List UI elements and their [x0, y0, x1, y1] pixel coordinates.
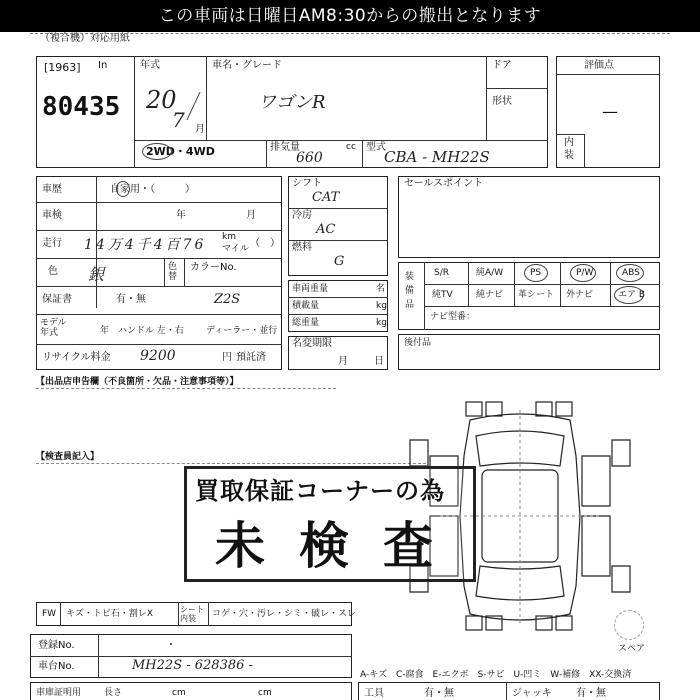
equip-ps-circle	[524, 264, 548, 282]
vehicle-weight-label: 車両重量	[292, 284, 329, 294]
seat-items: コゲ・穴・汚レ・シミ・破レ・スレ	[212, 609, 357, 619]
score-value: —	[602, 102, 618, 121]
color-value: 銀	[88, 265, 105, 284]
equip-pw-circle	[570, 264, 596, 282]
warranty-label: 保証書	[42, 294, 72, 305]
seller-notes-label: 【出品店申告欄（不良箇所・欠品・注意事項等）】	[36, 377, 239, 387]
load-unit: kg	[376, 301, 387, 311]
gross-label: 総重量	[292, 318, 320, 328]
dealer-options: ディーラー・並行	[206, 326, 278, 336]
cut-line	[30, 33, 670, 34]
color-swap-label: 色替	[168, 262, 178, 282]
car-name-label: 車名・グレード	[212, 60, 282, 71]
equip-navi: 純ナビ	[476, 290, 504, 300]
month-unit: 月	[195, 124, 205, 135]
displacement-unit: cc	[346, 142, 356, 152]
equip-abs-circle	[616, 264, 644, 282]
mileage-value: 14万4千4百76	[84, 237, 207, 253]
drive-circle	[142, 143, 172, 160]
equip-airbag: エア B	[618, 290, 646, 300]
chassis-label: 車台No.	[38, 661, 75, 672]
tools-options: 有・無	[424, 688, 454, 699]
model-year-unit: 年	[100, 326, 110, 336]
interior-label: 内装	[564, 137, 574, 161]
spare-label: スペア	[618, 644, 646, 654]
equip-tv: 純TV	[432, 290, 453, 300]
garage-cert-cm1: cm	[172, 688, 186, 698]
navi-model-label: ナビ型番：	[430, 312, 476, 322]
door-label: ドア	[492, 60, 512, 71]
equip-airbag-circle	[614, 286, 644, 304]
equip-aw: 純A/W	[476, 268, 504, 278]
ac-label: 冷房	[292, 210, 312, 221]
handle-options: ハンドル 左・右	[118, 326, 184, 336]
lot-number: 80435	[42, 92, 121, 122]
equip-abs: ABS	[622, 268, 640, 278]
year-value: 20	[146, 86, 177, 114]
warranty-options: 有・無	[116, 294, 146, 305]
tools-row	[358, 682, 660, 700]
car-name-value: ワゴンR	[258, 92, 326, 113]
displacement-label: 排気量	[270, 142, 300, 153]
recycle-value: 9200	[140, 348, 176, 364]
registration-label: 登録No.	[38, 640, 75, 651]
shift-value: CAT	[312, 190, 340, 205]
model-code-value: CBA - MH22S	[384, 148, 490, 166]
mileage-mile: マイル	[222, 244, 249, 254]
detail-table	[36, 176, 282, 370]
equip-ext-navi: 外ナビ	[566, 290, 594, 300]
tools-label: 工具	[364, 688, 384, 699]
jack-options: 有・無	[576, 688, 606, 699]
warranty-value: Z2S	[214, 292, 241, 307]
inspection-year-unit: 年	[176, 210, 186, 221]
spare-tire-icon	[614, 610, 644, 640]
garage-cert-label: 車庫証明用	[36, 688, 82, 698]
color-label: 色	[48, 266, 58, 277]
seat-label: シート内装	[180, 605, 204, 623]
drive-options: 2WD・4WD	[146, 145, 215, 158]
mileage-label: 走行	[42, 238, 62, 249]
sales-point-label: セールスポイント	[404, 178, 484, 189]
recycle-deposited: 預託済	[236, 352, 266, 363]
stamp-line1: 買取保証コーナーの為	[195, 477, 445, 505]
fuel-label: 燃料	[292, 242, 312, 253]
transport-notice-banner: この車両は日曜日AM8:30からの搬出となります	[0, 0, 700, 32]
uninspected-stamp	[184, 466, 476, 582]
equip-sr: S/R	[434, 268, 449, 278]
score-label: 評価点	[584, 60, 614, 71]
recycle-unit: 円	[222, 352, 232, 363]
gross-unit: kg	[376, 318, 387, 328]
garage-cert-cm2: cm	[258, 688, 272, 698]
registration-value: ・	[166, 640, 176, 651]
history-circle	[116, 181, 130, 197]
shape-label: 形状	[492, 96, 512, 107]
stamp-line2: 未検査	[215, 517, 467, 575]
garage-cert-sub: 長さ	[104, 688, 123, 698]
fuel-value: G	[334, 254, 345, 269]
equip-ps: PS	[530, 268, 542, 278]
equip-pw: P/W	[576, 268, 594, 278]
jack-label: ジャッキ	[512, 688, 552, 699]
history-label: 車歴	[42, 184, 62, 195]
model-year-label: モデル年式	[40, 318, 67, 338]
shift-label: シフト	[292, 178, 322, 189]
auction-code: [1963]	[44, 61, 81, 74]
name-change-day: 日	[374, 356, 384, 367]
equip-leather: 革シート	[518, 290, 555, 300]
inspection-month-unit: 月	[246, 210, 256, 221]
name-change-month: 月	[338, 356, 348, 367]
fw-items: キズ・トビ石・割レX	[66, 609, 153, 619]
lot-suffix: In	[98, 60, 108, 71]
inspection-label: 車検	[42, 210, 62, 221]
displacement-value: 660	[296, 150, 323, 166]
chassis-value: MH22S - 628386 -	[132, 658, 253, 673]
month-value: 7	[172, 108, 185, 132]
fw-label: FW	[42, 609, 57, 619]
mileage-km: km	[222, 232, 236, 242]
equipment-label: 装備品	[405, 272, 415, 310]
name-change-label: 名変期限	[292, 338, 332, 349]
history-options: 自家用・（ ）	[110, 184, 195, 195]
model-code-label: 型式	[366, 142, 386, 153]
recycle-label: リサイクル料金	[42, 352, 111, 363]
load-label: 積載量	[292, 301, 320, 311]
ac-value: AC	[316, 222, 336, 237]
post-install-box	[398, 334, 660, 370]
color-no-label: カラーNo.	[190, 262, 237, 273]
damage-legend: A-キズ C-腐食 E-エクボ S-サビ U-凹ミ W-補修 XX-交換済	[360, 670, 632, 680]
form-type-label: （複合機）対応用紙	[40, 33, 130, 44]
inspector-label: 【検査員記入】	[36, 452, 100, 462]
post-install-label: 後付品	[404, 338, 432, 348]
year-label: 年式	[140, 60, 160, 71]
vehicle-weight-unit: 名	[376, 284, 386, 294]
mileage-paren: （ ）	[250, 238, 280, 249]
